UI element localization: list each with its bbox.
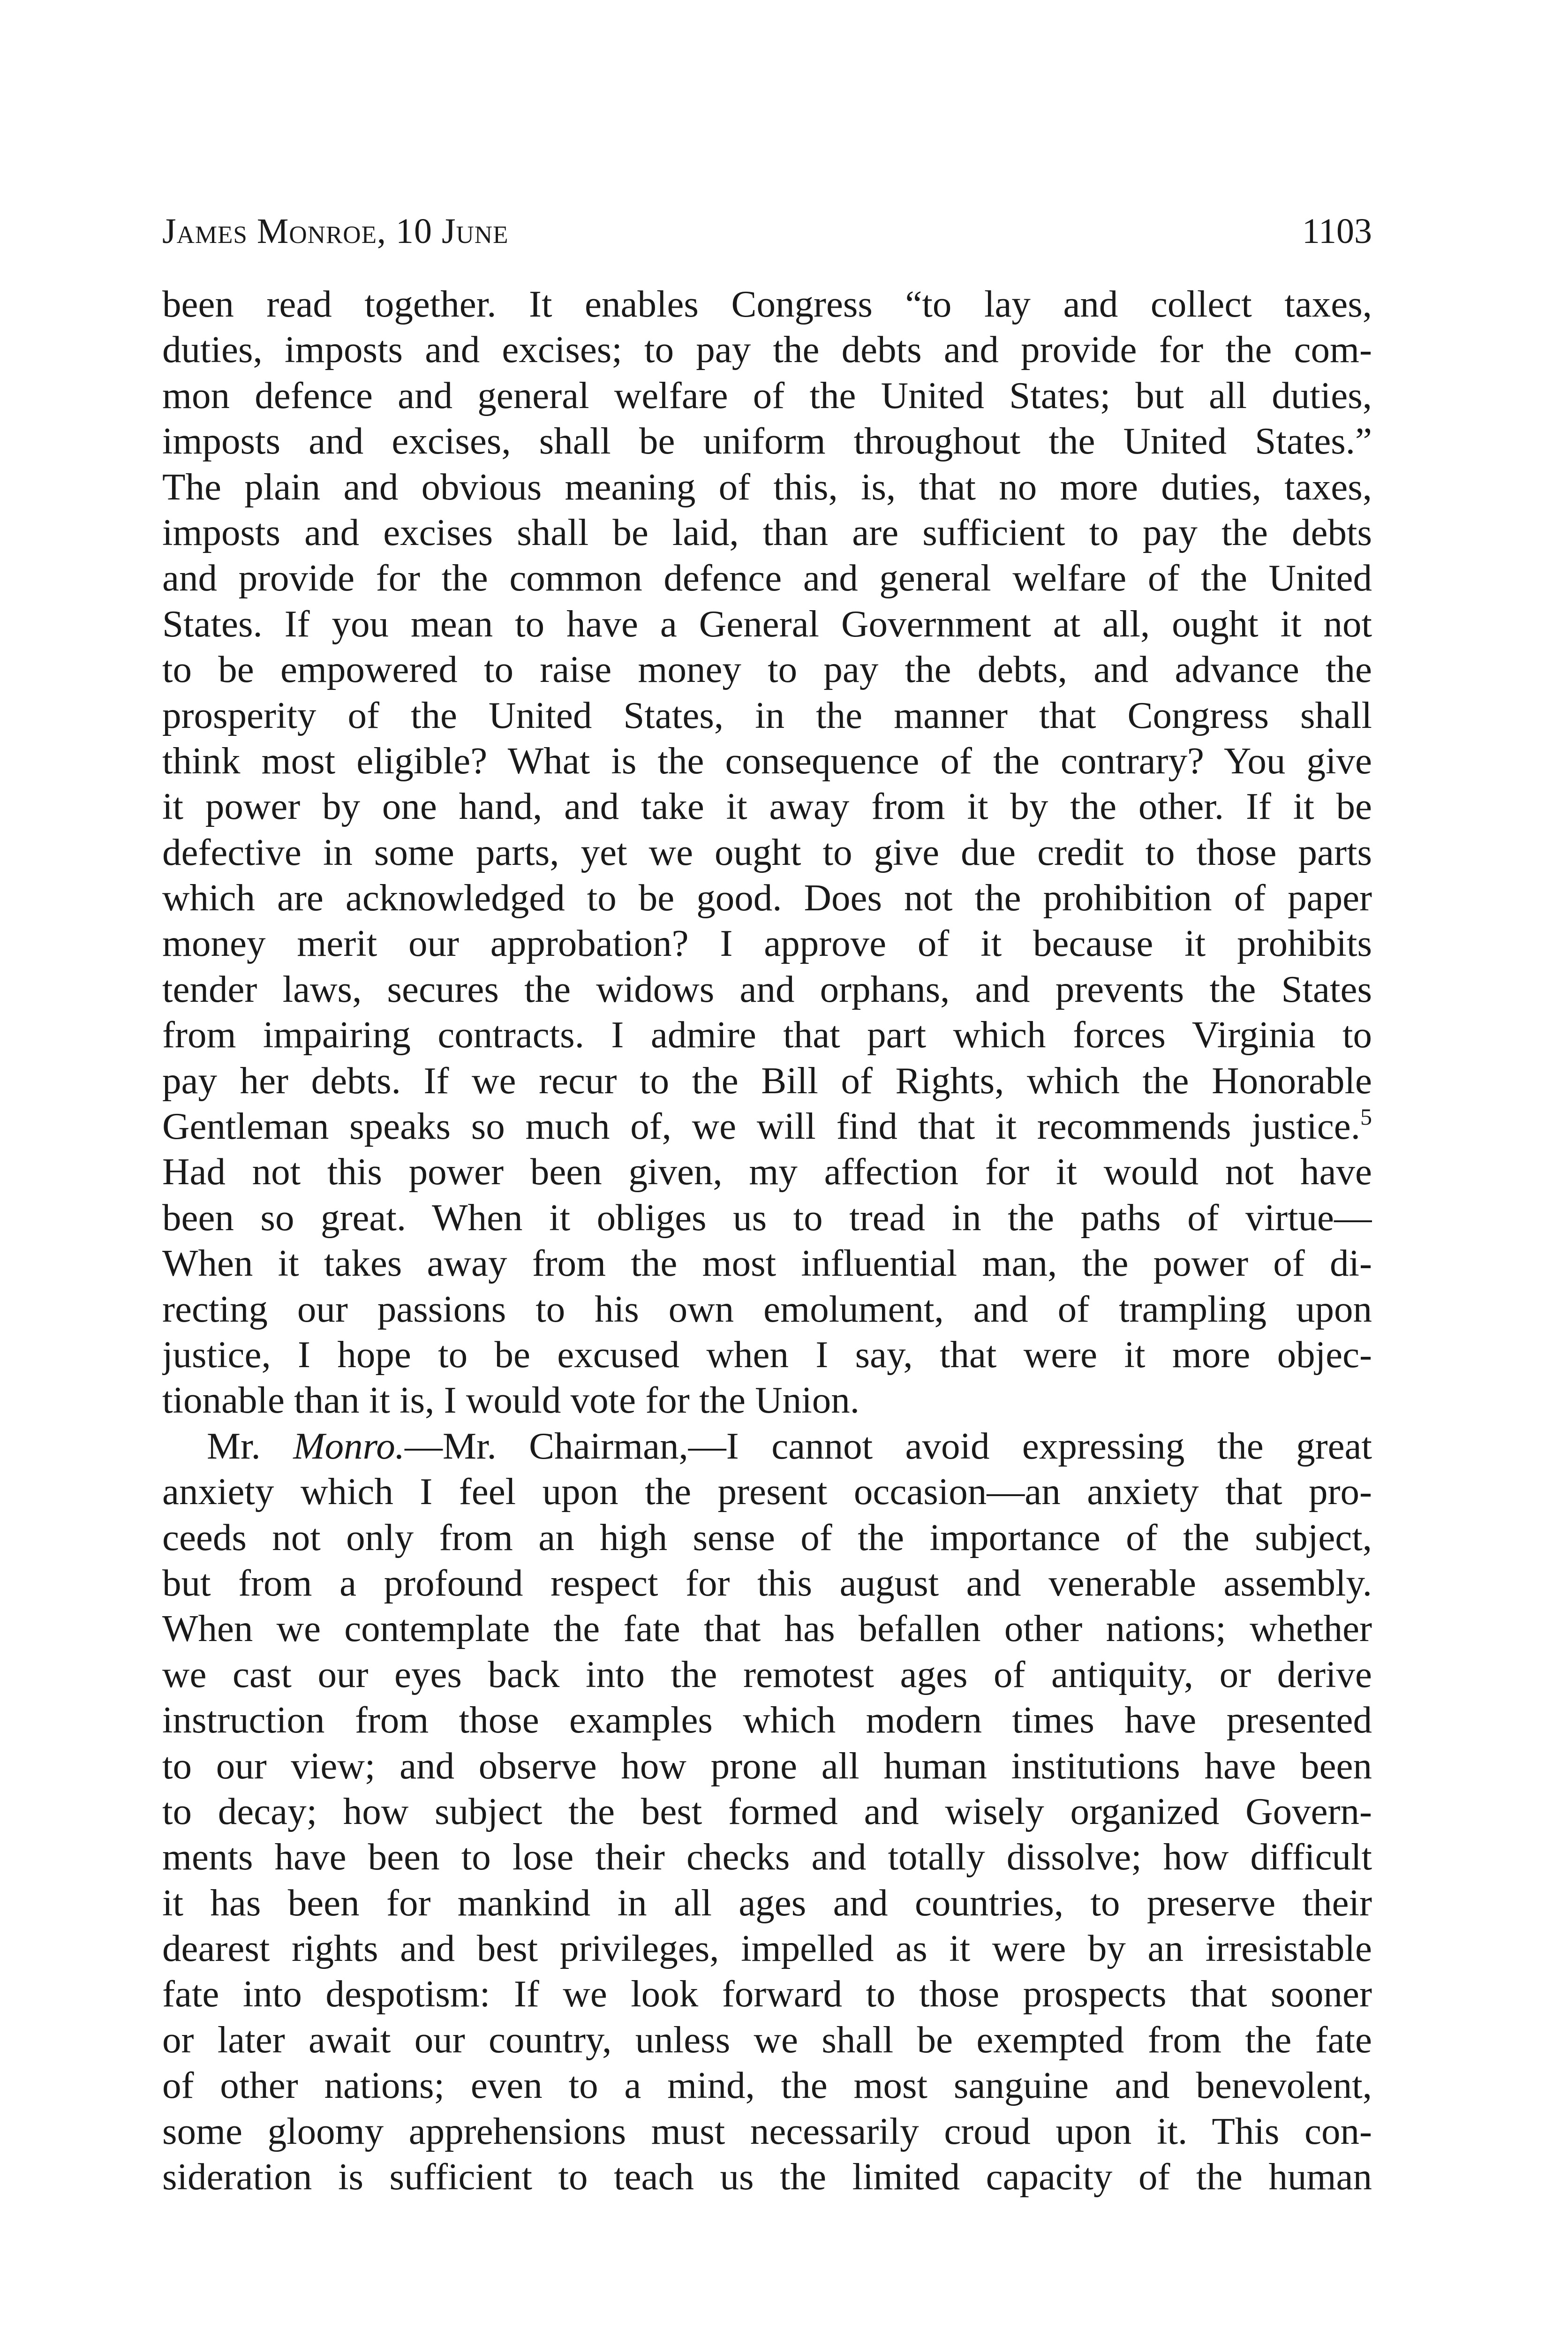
text-line: prosperity of the United States, in the manner that Congress shall — [162, 694, 1372, 736]
footnote-reference: 5 — [1360, 1104, 1372, 1130]
text-line: ceeds not only from an high sense of the importance of the subject, — [162, 1516, 1372, 1558]
text-line: tionable than it is, I would vote for the Union. — [162, 1379, 859, 1422]
text-line: dearest rights and best privileges, impelled as it were by an irresistable — [162, 1927, 1372, 1970]
text-line: duties, imposts and excises; to pay the debts and provide for the com- — [162, 328, 1372, 371]
text-line: When it takes away from the most influential man, the power of di- — [162, 1242, 1372, 1285]
speaker-prefix: Mr. — [207, 1424, 294, 1467]
body-text — [162, 281, 1372, 2200]
text-line: sideration is sufficient to teach us the limited capacity of the human — [162, 2156, 1372, 2198]
text-line: think most eligible? What is the consequence of the contrary? You give — [162, 739, 1372, 782]
text-line: instruction from those examples which modern times have presented — [162, 1699, 1372, 1741]
speaker-line-rest: —Mr. Chairman,—I cannot avoid expressing the great — [404, 1424, 1372, 1467]
text-line: The plain and obvious meaning of this, is, that no more duties, taxes, — [162, 465, 1372, 508]
text-line: imposts and excises shall be laid, than are sufficient to pay the debts — [162, 511, 1372, 553]
text-line: but from a profound respect for this august and venerable assembly. — [162, 1561, 1372, 1604]
text-line: which are acknowledged to be good. Does not the prohibition of paper — [162, 877, 1372, 919]
text-line: pay her debts. If we recur to the Bill of Rights, which the Honorable — [162, 1059, 1372, 1102]
text-line: or later await our country, unless we shall be exempted from the fate — [162, 2018, 1372, 2061]
text-line: to decay; how subject the best formed and wisely organized Govern- — [162, 1790, 1372, 1832]
running-head — [162, 205, 1372, 257]
running-head-title: James Monroe, 10 June — [162, 212, 509, 251]
speaker-name: Monro. — [293, 1424, 405, 1467]
text-line-content: Gentleman speaks so much of, we will find that it recommends justice. — [162, 1105, 1360, 1148]
text-line: When we contemplate the fate that has befallen other nations; whether — [162, 1607, 1372, 1650]
text-line: Had not this power been given, my affection for it would not have — [162, 1150, 1372, 1193]
text-line: been so great. When it obliges us to tread in the paths of virtue— — [162, 1196, 1372, 1239]
text-line: and provide for the common defence and general welfare of the United — [162, 557, 1372, 599]
text-line: ments have been to lose their checks and totally dissolve; how difficult — [162, 1836, 1372, 1878]
text-line: recting our passions to his own emolument, and of trampling upon — [162, 1287, 1372, 1330]
text-line: some gloomy apprehensions must necessarily croud upon it. This con- — [162, 2110, 1372, 2152]
text-line: justice, I hope to be excused when I say, that were it more objec- — [162, 1333, 1372, 1376]
text-line: of other nations; even to a mind, the most sanguine and benevolent, — [162, 2064, 1372, 2107]
text-line: fate into despotism: If we look forward to those prospects that sooner — [162, 1973, 1372, 2015]
text-line: it power by one hand, and take it away from it by the other. If it be — [162, 785, 1372, 828]
text-line: tender laws, secures the widows and orphans, and prevents the States — [162, 968, 1372, 1010]
text-line: imposts and excises, shall be uniform throughout the United States.” — [162, 420, 1372, 462]
text-line: from impairing contracts. I admire that part which forces Virginia to — [162, 1014, 1372, 1056]
text-line: defective in some parts, yet we ought to give due credit to those parts — [162, 831, 1372, 873]
text-line: anxiety which I feel upon the present occasion—an anxiety that pro- — [162, 1470, 1372, 1513]
text-line: we cast our eyes back into the remotest ages of antiquity, or derive — [162, 1653, 1372, 1695]
text-line: mon defence and general welfare of the United States; but all duties, — [162, 374, 1372, 416]
speaker-line — [162, 1423, 1372, 1469]
text-line: States. If you mean to have a General Government at all, ought it not — [162, 602, 1372, 645]
text-line-with-footnote — [162, 1104, 1372, 1149]
text-line: to our view; and observe how prone all human institutions have been — [162, 1744, 1372, 1787]
text-line: been read together. It enables Congress “to lay and collect taxes, — [162, 283, 1372, 325]
text-line: money merit our approbation? I approve of it because it prohibits — [162, 922, 1372, 965]
text-line: it has been for mankind in all ages and countries, to preserve their — [162, 1881, 1372, 1924]
page-number: 1103 — [1302, 212, 1372, 251]
text-line: to be empowered to raise money to pay the debts, and advance the — [162, 648, 1372, 691]
